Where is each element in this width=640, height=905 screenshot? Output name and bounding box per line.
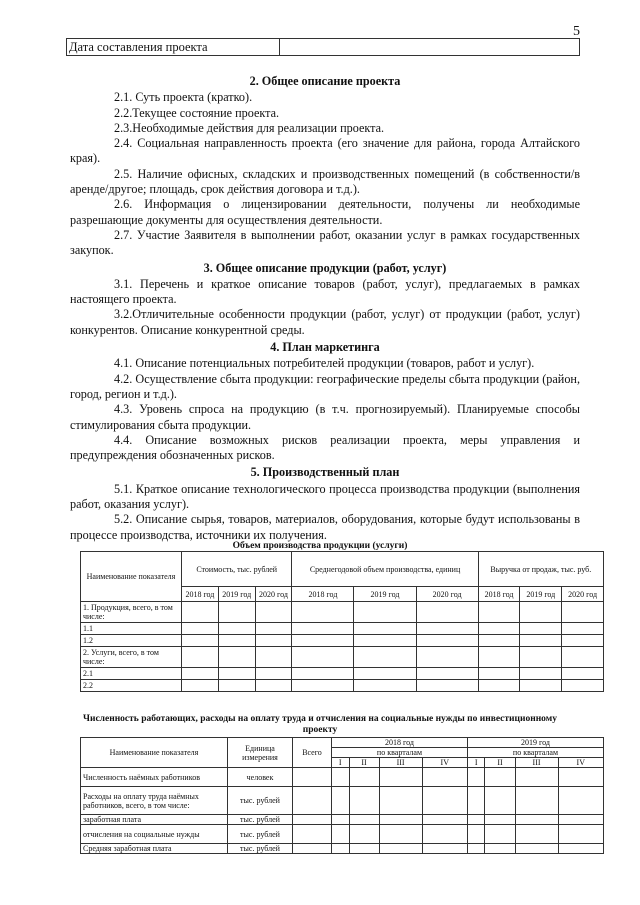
table-unit-cell: тыс. рублей <box>228 825 293 844</box>
paragraph: 3.2.Отличительные особенности продукции (работ, услуг) от продукции (работ, услуг) конкурентов. Описание конкурентной среды. <box>70 307 580 337</box>
section-4-title: 4. План маркетинга <box>270 340 380 355</box>
paragraph: 4.1. Описание потенциальных потребителей продукции (товаров, работ и услуг). <box>114 356 535 371</box>
table-row-label: 1. Продукция, всего, в том числе: <box>81 602 182 623</box>
paragraph: 3.1. Перечень и краткое описание товаров (работ, услуг), предлагаемых в рамках настоящего проекта. <box>70 276 580 307</box>
production-table-title: Объем производства продукции (услуги) <box>232 541 408 551</box>
table-header-cell: 2018 год <box>332 738 468 748</box>
table-header-cell: I <box>332 758 350 768</box>
table-row-label: Численность наёмных работников <box>81 768 228 787</box>
table-header-cell: III <box>379 758 422 768</box>
table-header-cell: 2019 год <box>354 587 416 602</box>
section-2-title: 2. Общее описание проекта <box>249 74 401 88</box>
paragraph: 2.6. Информация о лицензировании деятельности, получены ли необходимые разрешающие документы для осуществления деятельности. <box>70 197 580 227</box>
table-header-cell: II <box>485 758 515 768</box>
table-header-cell: II <box>349 758 379 768</box>
project-date-label: Дата составления проекта <box>67 39 280 56</box>
staff-costs-table <box>80 737 604 854</box>
paragraph: 5.2. Описание сырья, товаров, материалов, оборудования, которые будут использованы в процессе производства, источники их получения. <box>70 512 580 542</box>
table-header-cell: IV <box>422 758 467 768</box>
paragraph: 2.7. Участие Заявителя в выполнении работ, оказании услуг в рамках государственных закупок. <box>70 227 580 258</box>
table-row-label: отчисления на социальные нужды <box>81 825 228 844</box>
table-header-cell: Стоимость, тыс. рублей <box>182 552 292 587</box>
staff-table-title: Численность работающих, расходы на оплату труда и отчисления на социальные нужды по инвестиционному проекту <box>83 714 557 735</box>
table-header-cell: 2019 год <box>218 587 255 602</box>
table-header-cell: Наименование показателя <box>81 552 182 602</box>
table-header-cell: Единица измерения <box>228 738 293 768</box>
project-date-table <box>66 38 580 56</box>
table-header-cell: III <box>515 758 558 768</box>
table-row-label: 2. Услуги, всего, в том числе: <box>81 647 182 668</box>
table-row-label: 1.2 <box>81 635 182 647</box>
table-unit-cell: тыс. рублей <box>228 844 293 854</box>
paragraph: 2.4. Социальная направленность проекта (его значение для района, города Алтайского края). <box>70 136 580 166</box>
paragraph: 5.1. Краткое описание технологического процесса производства продукции (выполнения работ, оказания услуг). <box>70 481 580 512</box>
table-unit-cell: тыс. рублей <box>228 815 293 825</box>
table-header-cell: Наименование показателя <box>81 738 228 768</box>
table-row-label: 1.1 <box>81 623 182 635</box>
table-header-cell: 2018 год <box>292 587 354 602</box>
document-body <box>70 72 580 543</box>
table-header-cell: по кварталам <box>332 748 468 758</box>
table-row-label: Расходы на оплату труда наёмных работников, всего, в том числе: <box>81 787 228 815</box>
table-header-cell: I <box>467 758 485 768</box>
table-header-cell: 2019 год <box>467 738 603 748</box>
table-header-cell: 2020 год <box>562 587 604 602</box>
page-number: 5 <box>573 24 580 39</box>
table-row-label: 2.2 <box>81 680 182 692</box>
project-date-value <box>280 39 580 56</box>
table-header-cell: Всего <box>293 738 332 768</box>
table-header-cell: 2018 год <box>182 587 219 602</box>
table-header-cell: Выручка от продаж, тыс. руб. <box>478 552 603 587</box>
paragraph: 2.5. Наличие офисных, складских и производственных помещений (в собственности/в аренде/другое; площадь, срок действия договора и т.д.). <box>70 166 580 197</box>
table-header-cell: 2020 год <box>255 587 292 602</box>
table-header-cell: 2020 год <box>416 587 478 602</box>
table-header-cell: по кварталам <box>467 748 603 758</box>
paragraph: 4.3. Уровень спроса на продукцию (в т.ч. прогнозируемый). Планируемые способы стимулирования сбыта продукции. <box>70 402 580 432</box>
table-row-label: заработная плата <box>81 815 228 825</box>
table-row-label: 2.1 <box>81 668 182 680</box>
paragraph: 4.4. Описание возможных рисков реализации проекта, меры управления и предупреждения обозначенных рисков. <box>70 432 580 463</box>
paragraph: 2.2.Текущее состояние проекта. <box>114 105 280 120</box>
table-header-cell: 2019 год <box>520 587 562 602</box>
table-unit-cell: человек <box>228 768 293 787</box>
table-header-cell: IV <box>558 758 603 768</box>
paragraph: 2.3.Необходимые действия для реализации проекта. <box>114 120 385 135</box>
section-3-title: 3. Общее описание продукции (работ, услуг) <box>203 260 447 275</box>
paragraph: 2.1. Суть проекта (кратко). <box>114 90 253 105</box>
table-header-cell: 2018 год <box>478 587 520 602</box>
paragraph: 4.2. Осуществление сбыта продукции: географические пределы сбыта продукции (район, город, регион и т.д.). <box>70 371 580 401</box>
table-header-cell: Среднегодовой объем производства, единиц <box>292 552 478 587</box>
table-unit-cell: тыс. рублей <box>228 787 293 815</box>
section-5-title: 5. Производственный план <box>250 465 400 480</box>
table-row-label: Средняя заработная плата <box>81 844 228 854</box>
production-volume-table <box>80 551 604 692</box>
